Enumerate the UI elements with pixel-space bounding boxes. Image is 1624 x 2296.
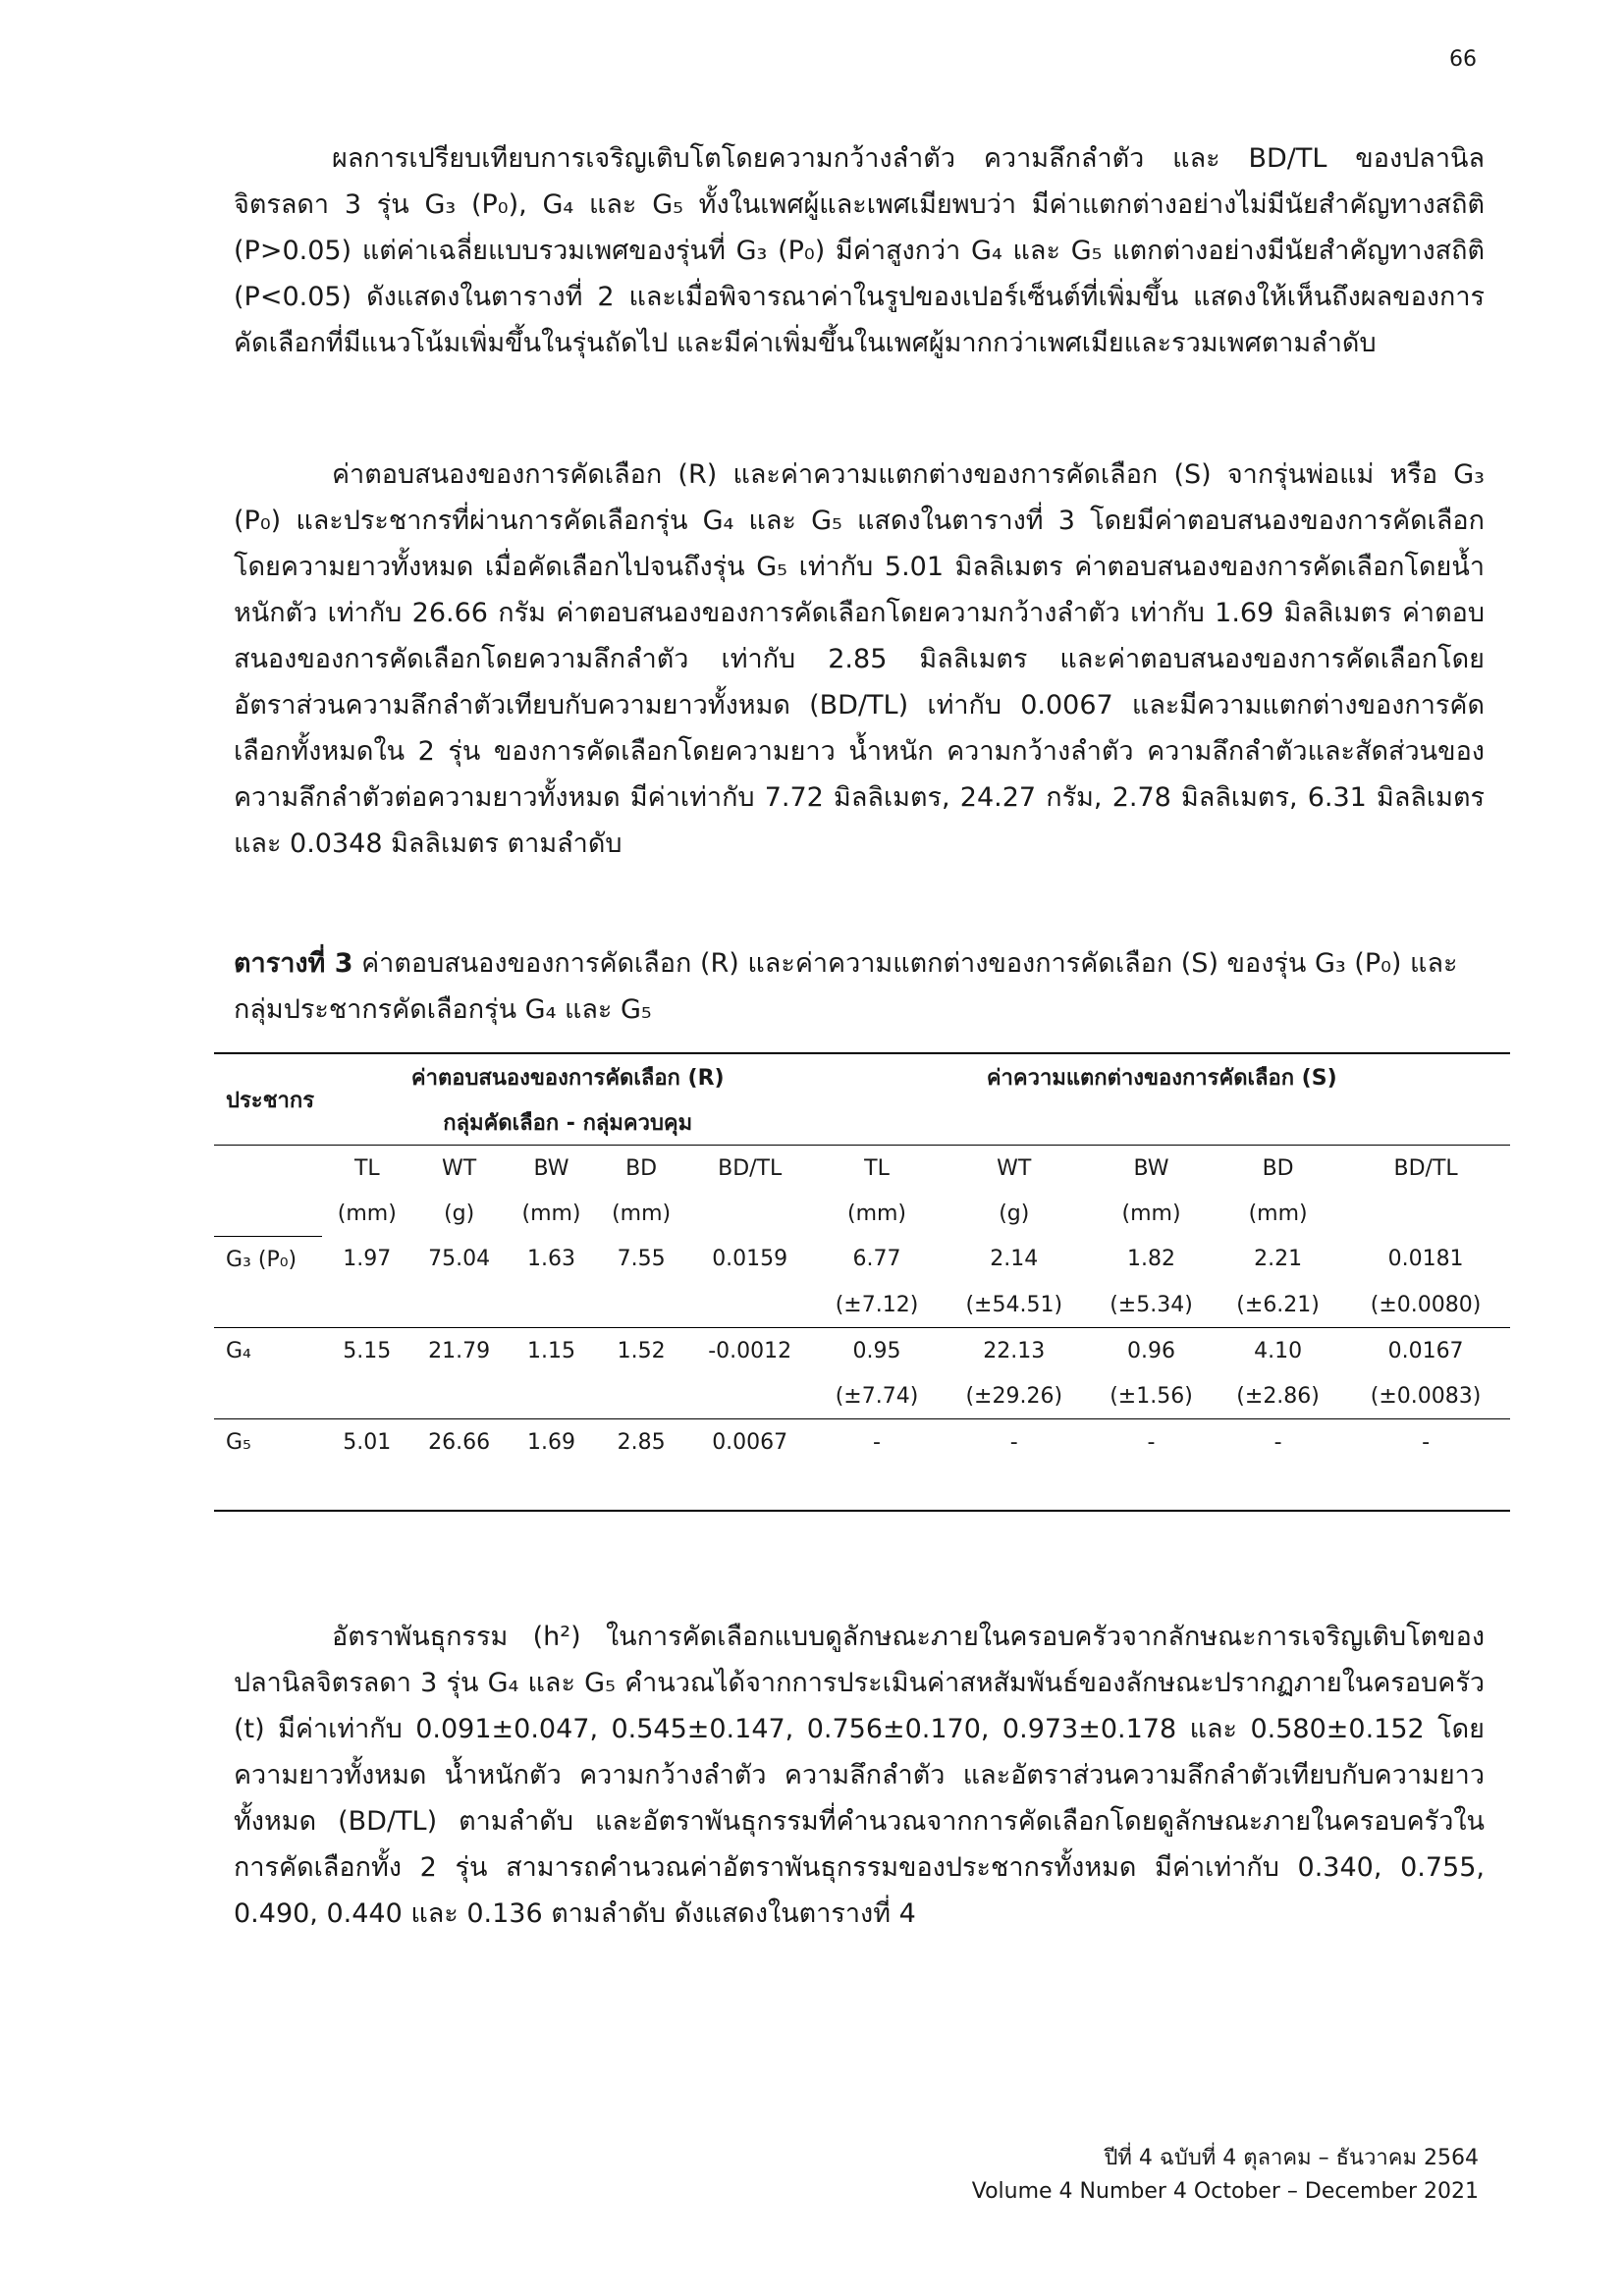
table-cell: 2.85 <box>617 1429 666 1455</box>
table-cell: 1.97 <box>343 1247 392 1272</box>
col-header: WT <box>412 1146 507 1192</box>
table-cell: 0.0159 <box>712 1247 788 1272</box>
table-cell: 22.13 <box>983 1338 1046 1363</box>
row-population: G₄ <box>226 1338 251 1363</box>
table-cell: - <box>1009 1429 1018 1455</box>
col-header: BW <box>1088 1146 1215 1192</box>
table-cell: 1.15 <box>527 1338 575 1363</box>
table-row-g4-sd <box>214 1373 1510 1419</box>
table-caption <box>234 940 1485 1033</box>
row-population: G₅ <box>226 1429 251 1455</box>
col-header: BD <box>1215 1146 1341 1192</box>
table-row-g3-sd <box>214 1282 1510 1328</box>
page-number: 66 <box>1449 47 1477 72</box>
table-cell: 1.69 <box>527 1429 575 1455</box>
header-differential-S: ค่าความแตกต่างของการคัดเลือก (S) <box>986 1065 1337 1091</box>
table-cell: 4.10 <box>1254 1338 1303 1363</box>
table-cell: 1.82 <box>1127 1247 1176 1272</box>
table-cell-sd <box>412 1282 507 1328</box>
col-header: TL <box>322 1146 412 1192</box>
col-unit: (mm) <box>1248 1201 1308 1226</box>
table-cell-sd <box>322 1282 412 1328</box>
paragraph-selection-response <box>234 452 1485 867</box>
col-unit: (mm) <box>337 1201 397 1226</box>
footer-thai: ปีที่ 4 ฉบับที่ 4 ตุลาคม – ธันวาคม 2564 <box>1104 2146 1479 2170</box>
paragraph-text: ผลการเปรียบเทียบการเจริญเติบโตโดยความกว้างลำตัว ความลึกลำตัว และ BD/TL ของปลานิลจิตรลดา 3 รุ่น G₃ (P₀), G₄ และ G₅ ทั้งในเพศผู้และเพศเมียพบว่า มีค่าแตกต่างอย่างไม่มีนัยสำคัญทางสถิติ (P>0.05) แต่ค่าเฉลี่ยแบบรวมเพศของรุ่นที่ G₃ (P₀) มีค่าสูงกว่า G₄ และ G₅ แตกต่างอย่างมีนัยสำคัญทางสถิติ (P<0.05) ดังแสดงในตารางที่ 2 และเมื่อพิจารณาค่าในรูปของเปอร์เซ็นต์ที่เพิ่มขึ้น แสดงให้เห็นถึงผลของการคัดเลือกที่มีแนวโน้มเพิ่มขึ้นในรุ่นถัดไป และมีค่าเพิ่มขึ้นในเพศผู้มากกว่าเพศเมียและรวมเพศตามลำดับ <box>234 143 1485 358</box>
header-response-R: ค่าตอบสนองของการคัดเลือก (R) <box>410 1065 725 1091</box>
table-cell-sd: (±0.0080) <box>1341 1282 1510 1328</box>
col-unit <box>686 1191 814 1237</box>
table-3 <box>214 1052 1510 1512</box>
col-header: WT <box>941 1146 1088 1192</box>
table-cell: - <box>1422 1429 1431 1455</box>
table-cell-sd: (±6.21) <box>1215 1282 1341 1328</box>
table-cell: 1.52 <box>617 1338 666 1363</box>
col-header: BD/TL <box>1341 1146 1510 1192</box>
table-cell-sd: (±1.56) <box>1088 1373 1215 1419</box>
table-cell-sd <box>686 1373 814 1419</box>
table-cell: 1.63 <box>527 1247 575 1272</box>
table-cell: 2.14 <box>990 1247 1039 1272</box>
selection-response-table <box>214 1052 1510 1512</box>
table-cell-sd <box>596 1373 686 1419</box>
row-population: G₃ (P₀) <box>214 1237 322 1283</box>
table-cell: - <box>1147 1429 1156 1455</box>
table-row-g3 <box>214 1237 1510 1283</box>
table-cell: 0.95 <box>852 1338 901 1363</box>
table-cell-sd <box>322 1373 412 1419</box>
col-unit: (g) <box>999 1201 1030 1226</box>
header-population: ประชากร <box>226 1088 315 1113</box>
table-cell-sd: (±54.51) <box>941 1282 1088 1328</box>
col-unit: (mm) <box>612 1201 672 1226</box>
table-cell: 7.55 <box>617 1247 666 1272</box>
table-cell: 6.77 <box>852 1247 901 1272</box>
table-cell-sd: (±2.86) <box>1215 1373 1341 1419</box>
col-header: BW <box>507 1146 597 1192</box>
col-unit <box>1341 1191 1510 1237</box>
col-header: TL <box>813 1146 940 1192</box>
table-cell: - <box>1273 1429 1282 1455</box>
table-cell: 2.21 <box>1254 1247 1303 1272</box>
table-caption-text: ค่าตอบสนองของการคัดเลือก (R) และค่าความแตกต่างของการคัดเลือก (S) ของรุ่น G₃ (P₀) และกลุ่มประชากรคัดเลือกรุ่น G₄ และ G₅ <box>234 948 1458 1025</box>
paragraph-heritability <box>234 1614 1485 1937</box>
table-cell-sd <box>596 1282 686 1328</box>
header-response-R-sub: กลุ่มคัดเลือก - กลุ่มควบคุม <box>443 1110 693 1136</box>
table-cell-sd: (±0.0083) <box>1341 1373 1510 1419</box>
table-cell-sd <box>507 1373 597 1419</box>
col-header: BD <box>596 1146 686 1192</box>
table-cell: 26.66 <box>428 1429 491 1455</box>
table-cell: 5.15 <box>343 1338 392 1363</box>
table-cell-sd <box>686 1282 814 1328</box>
table-caption-label: ตารางที่ 3 <box>234 948 353 979</box>
table-cell: 0.96 <box>1127 1338 1176 1363</box>
paragraph-text: อัตราพันธุกรรม (h²) ในการคัดเลือกแบบดูลักษณะภายในครอบครัวจากลักษณะการเจริญเติบโตของปลานิลจิตรลดา 3 รุ่น G₄ และ G₅ คำนวณได้จากการประเมินค่าสหสัมพันธ์ของลักษณะปรากฏภายในครอบครัว (t) มีค่าเท่ากับ 0.091±0.047, 0.545±0.147, 0.756±0.170, 0.973±0.178 และ 0.580±0.152 โดยความยาวทั้งหมด น้ำหนักตัว ความกว้างลำตัว ความลึกลำตัว และอัตราส่วนความลึกลำตัวเทียบกับความยาวทั้งหมด (BD/TL) ตามลำดับ และอัตราพันธุกรรมที่คำนวณจากการคัดเลือกโดยดูลักษณะภายในครอบครัวในการคัดเลือกทั้ง 2 รุ่น สามารถคำนวณค่าอัตราพันธุกรรมของประชากรทั้งหมด มีค่าเท่ากับ 0.340, 0.755, 0.490, 0.440 และ 0.136 ตามลำดับ ดังแสดงในตารางที่ 4 <box>234 1622 1485 1929</box>
col-header: BD/TL <box>686 1146 814 1192</box>
paragraph-growth-comparison <box>234 135 1485 366</box>
table-cell-sd: (±7.12) <box>813 1282 940 1328</box>
table-cell: - <box>873 1429 881 1455</box>
table-cell-sd <box>507 1282 597 1328</box>
table-cell: 21.79 <box>428 1338 491 1363</box>
footer-english: Volume 4 Number 4 October – December 2021 <box>971 2179 1479 2204</box>
table-row-g5 <box>214 1419 1510 1466</box>
table-row-g4 <box>214 1328 1510 1374</box>
table-cell: -0.0012 <box>708 1338 792 1363</box>
table-cell: 0.0167 <box>1387 1338 1464 1363</box>
col-unit: (mm) <box>521 1201 581 1226</box>
table-cell-sd: (±5.34) <box>1088 1282 1215 1328</box>
table-cell-sd <box>412 1373 507 1419</box>
table-cell: 5.01 <box>343 1429 392 1455</box>
table-cell: 75.04 <box>428 1247 491 1272</box>
table-cell-sd: (±29.26) <box>941 1373 1088 1419</box>
table-cell: 0.0181 <box>1387 1247 1464 1272</box>
table-cell: 0.0067 <box>712 1429 788 1455</box>
col-unit: (mm) <box>846 1201 907 1226</box>
paragraph-text: ค่าตอบสนองของการคัดเลือก (R) และค่าความแตกต่างของการคัดเลือก (S) จากรุ่นพ่อแม่ หรือ G₃ (P₀) และประชากรที่ผ่านการคัดเลือกรุ่น G₄ และ G₅ แสดงในตารางที่ 3 โดยมีค่าตอบสนองของการคัดเลือกโดยความยาวทั้งหมด เมื่อคัดเลือกไปจนถึงรุ่น G₅ เท่ากับ 5.01 มิลลิเมตร ค่าตอบสนองของการคัดเลือกโดยน้ำหนักตัว เท่ากับ 26.66 กรัม ค่าตอบสนองของการคัดเลือกโดยความกว้างลำตัว เท่ากับ 1.69 มิลลิเมตร ค่าตอบสนองของการคัดเลือกโดยความลึกลำตัว เท่ากับ 2.85 มิลลิเมตร และค่าตอบสนองของการคัดเลือกโดยอัตราส่วนความลึกลำตัวเทียบกับความยาวทั้งหมด (BD/TL) เท่ากับ 0.0067 และมีความแตกต่างของการคัดเลือกทั้งหมดใน 2 รุ่น ของการคัดเลือกโดยความยาว น้ำหนัก ความกว้างลำตัว ความลึกลำตัวและสัดส่วนของความลึกลำตัวต่อความยาวทั้งหมด มีค่าเท่ากับ 7.72 มิลลิเมตร, 24.27 กรัม, 2.78 มิลลิเมตร, 6.31 มิลลิเมตร และ 0.0348 มิลลิเมตร ตามลำดับ <box>234 459 1485 859</box>
col-unit: (mm) <box>1121 1201 1181 1226</box>
table-cell-sd: (±7.74) <box>813 1373 940 1419</box>
col-unit: (g) <box>444 1201 475 1226</box>
